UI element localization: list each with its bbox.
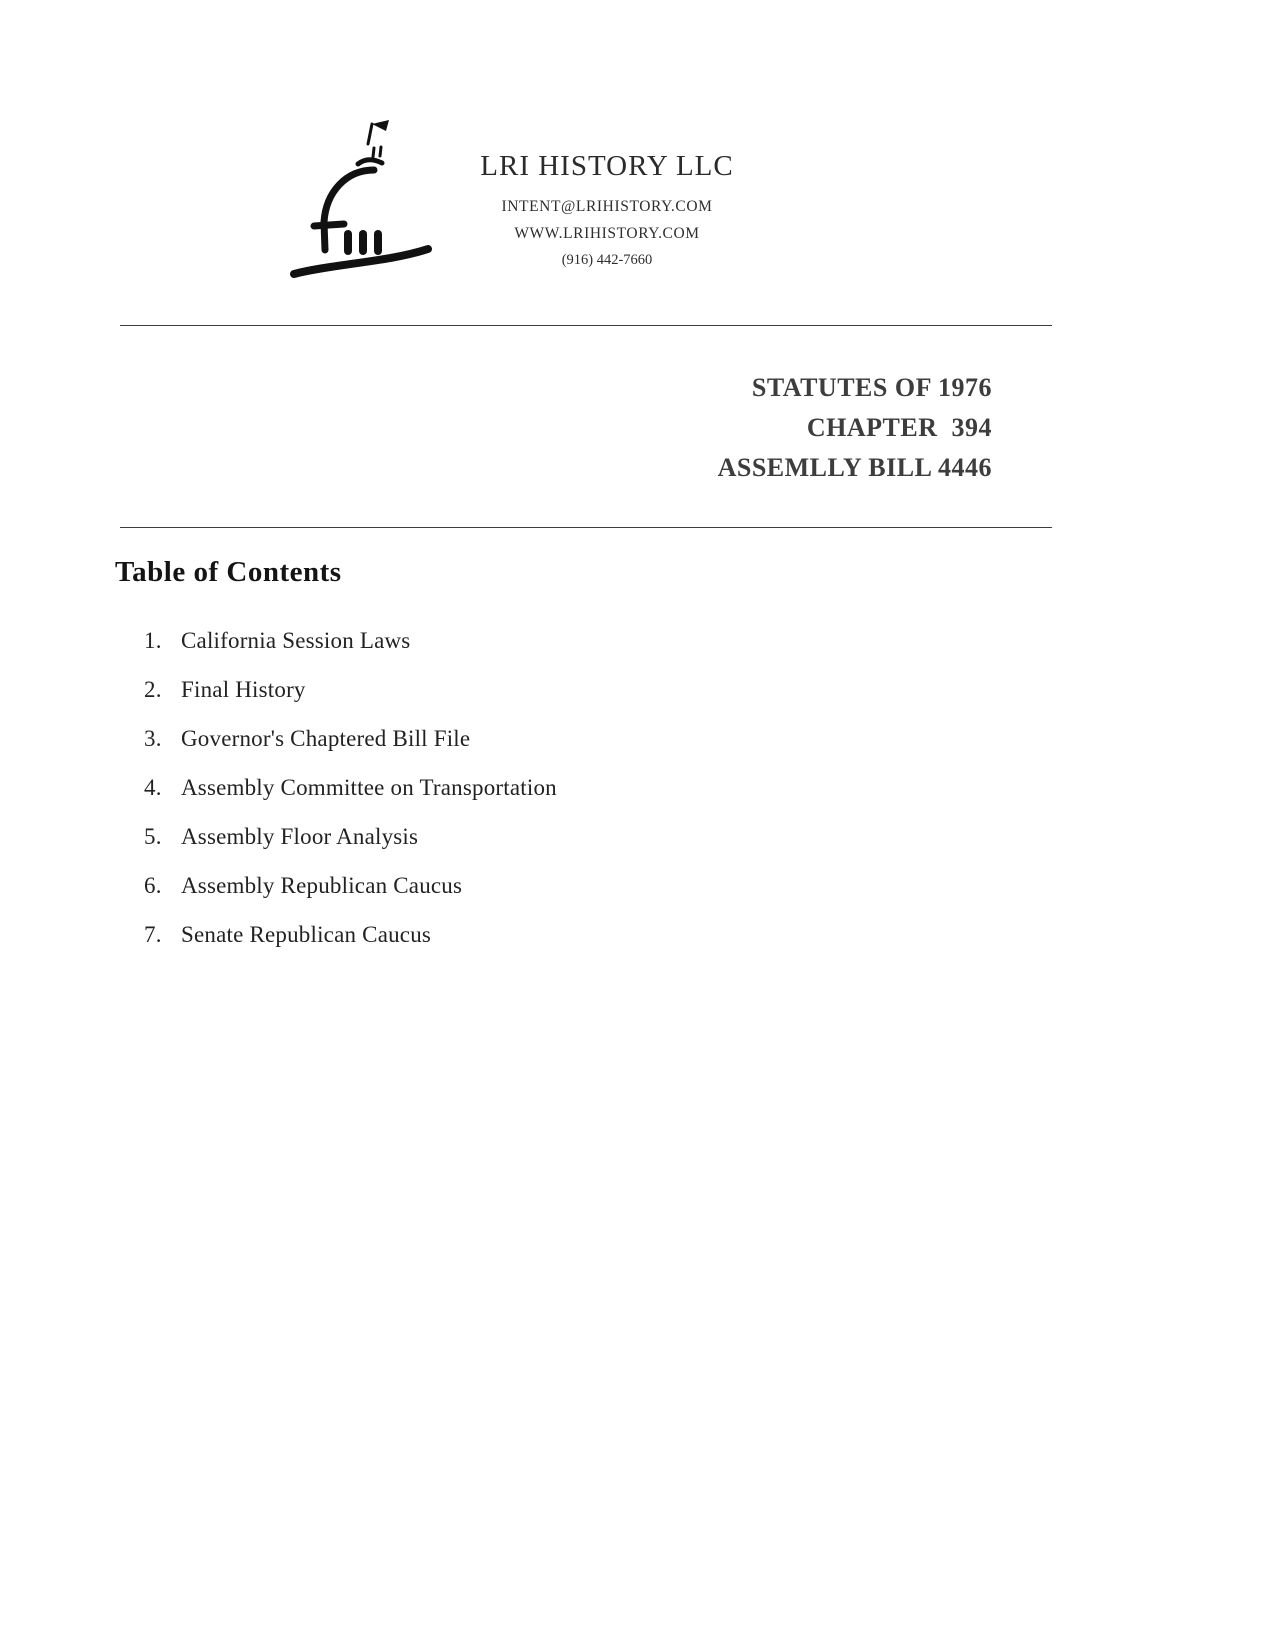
toc-item (144, 873, 557, 899)
statutes-line: STATUTES OF 1976 (751, 373, 992, 402)
toc-item (144, 775, 557, 801)
toc-item-label: Assembly Committee on Transportation (181, 775, 557, 800)
statute-title-block (718, 368, 992, 488)
toc-item-number: 6. (144, 873, 162, 898)
toc-item-label: Senate Republican Caucus (181, 922, 432, 947)
company-phone: (916) 442-7660 (561, 252, 653, 268)
company-website: WWW.LRIHISTORY.COM (514, 225, 700, 242)
toc-item-number: 2. (144, 677, 162, 702)
toc-heading: Table of Contents (115, 556, 342, 588)
toc-item-label: Assembly Floor Analysis (181, 824, 419, 849)
company-email: INTENT@LRIHISTORY.COM (501, 198, 713, 215)
toc-item-number: 3. (144, 726, 162, 751)
company-name: LRI HISTORY LLC (480, 150, 734, 182)
logo-flag (372, 120, 389, 131)
bill-line: ASSEMLLY BILL 4446 (717, 453, 992, 482)
toc-item (144, 922, 557, 948)
toc-item-label: Final History (181, 677, 306, 702)
letterhead (452, 150, 762, 269)
toc-list (144, 628, 557, 971)
toc-item (144, 726, 557, 752)
divider-top (120, 325, 1052, 326)
toc-item-number: 1. (144, 628, 162, 653)
toc-item-label: California Session Laws (181, 628, 411, 653)
chapter-line: CHAPTER 394 (806, 413, 992, 442)
toc-item-label: Governor's Chaptered Bill File (181, 726, 471, 751)
toc-item-number: 5. (144, 824, 162, 849)
toc-item-number: 4. (144, 775, 162, 800)
toc-item-label: Assembly Republican Caucus (181, 873, 463, 898)
toc-item (144, 824, 557, 850)
toc-item-number: 7. (144, 922, 162, 947)
toc-item (144, 677, 557, 703)
toc-item (144, 628, 557, 654)
divider-bottom (120, 527, 1052, 528)
capitol-dome-logo-icon (288, 118, 453, 288)
